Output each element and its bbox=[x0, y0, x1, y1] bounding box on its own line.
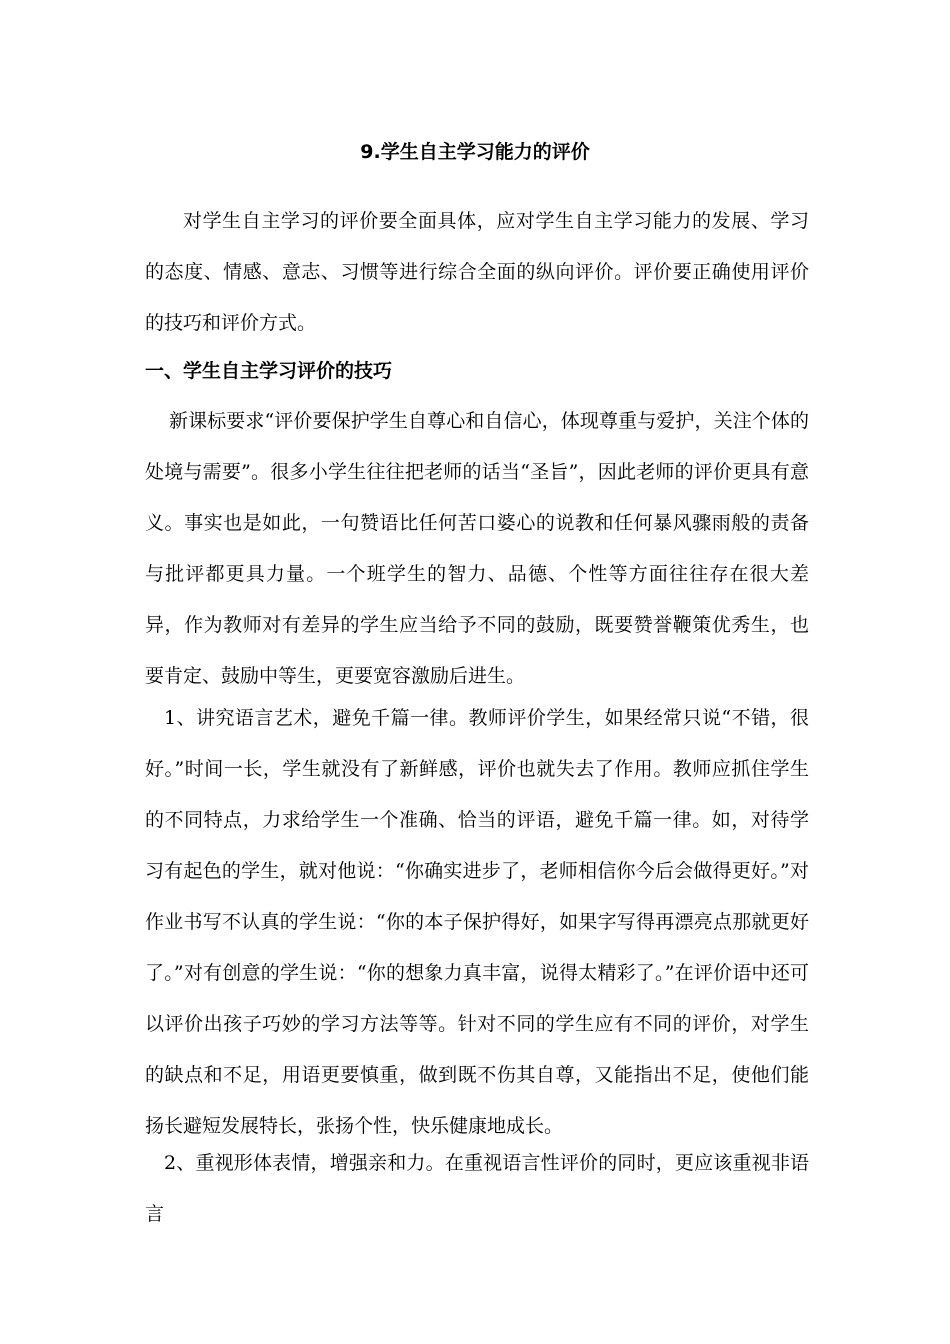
paragraph-body-language: 2、重视形体表情，增强亲和力。在重视语言性评价的同时，更应该重视非语言 bbox=[145, 1152, 809, 1225]
paragraph-language-art: 1、讲究语言艺术，避免千篇一律。教师评价学生，如果经常只说“不错，很好。”时间一长，学生就没有了新鲜感，评价也就失去了作用。教师应抓住学生的不同特点，力求给学生一个准确、恰当的评语，避免千篇一律。如，对待学习有起色的学生，就对他说：“你确实进步了，老师相信你今后会做得更好。”对作业书写不认真的学生说：“你的本子保护得好，如果字写得再漂亮点那就更好了。”对有创意的学生说：“你的想象力真丰富，说得太精彩了。”在评价语中还可以评价出孩子巧妙的学习方法等等。针对不同的学生应有不同的评价，对学生的缺点和不足，用语更要慎重，做到既不伤其自尊，又能指出不足，使他们能扬长避短发展特长，张扬个性，快乐健康地成长。 bbox=[145, 707, 809, 1137]
section-heading: 一、学生自主学习评价的技巧 bbox=[145, 360, 393, 382]
document-title: 9.学生自主学习能力的评价 bbox=[360, 141, 590, 163]
paragraph-standards: 新课标要求“评价要保护学生自尊心和自信心，体现尊重与爱护，关注个体的处境与需要”。很多小学生往往把老师的话当“圣旨”，因此老师的评价更具有意义。事实也是如此，一句赞语比任何苦口婆心的说教和任何暴风骤雨般的责备与批评都更具力量。一个班学生的智力、品德、个性等方面往往存在很大差异，作为教师对有差异的学生应当给予不同的鼓励，既要赞誉鞭策优秀生，也要肯定、鼓励中等生，更要宽容激励后进生。 bbox=[145, 410, 809, 687]
intro-paragraph: 对学生自主学习的评价要全面具体，应对学生自主学习能力的发展、学习的态度、情感、意志、习惯等进行综合全面的纵向评价。评价要正确使用评价的技巧和评价方式。 bbox=[145, 210, 809, 334]
